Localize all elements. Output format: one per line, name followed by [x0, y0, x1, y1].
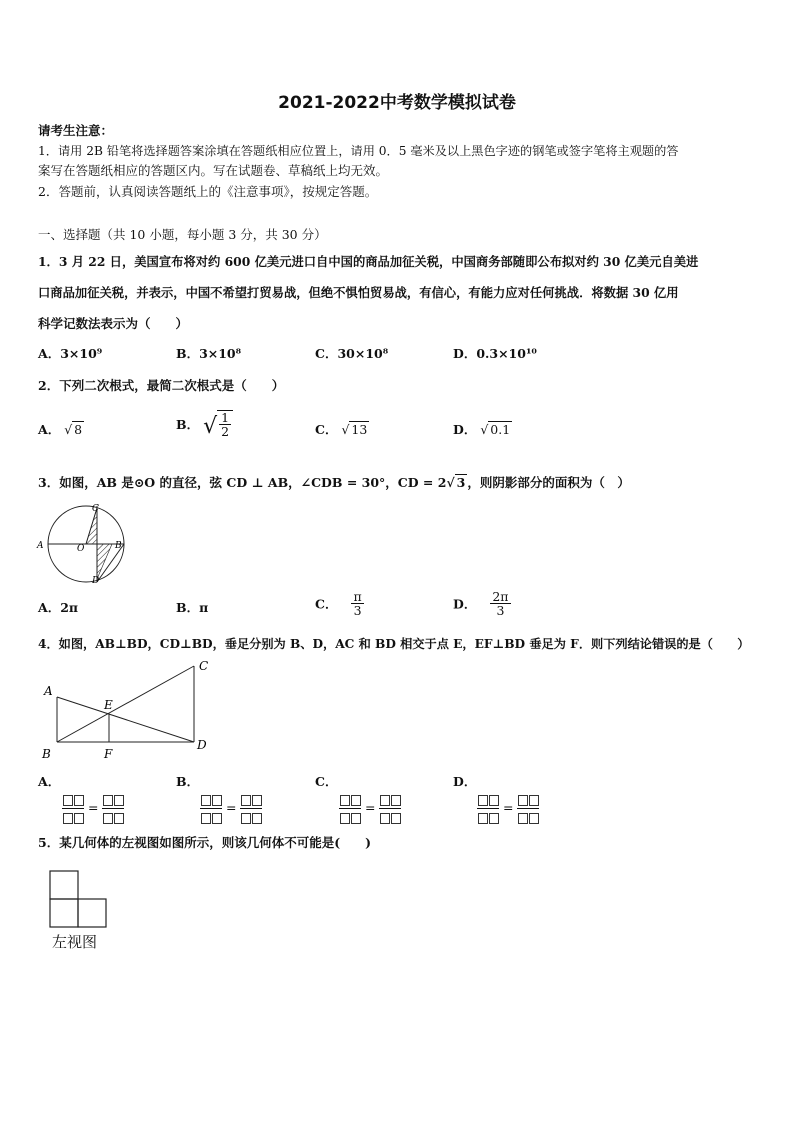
q4-label-b: B [42, 747, 51, 761]
q2-option-a [38, 420, 84, 438]
q5-figure-caption: 左视图 [52, 933, 98, 951]
q4-stem: 4．如图，AB⊥BD，CD⊥BD，垂足分别为 B、D，AC 和 BD 相交于点 E，EF⊥BD 垂足为 F．则下列结论错误的是（ ） [38, 637, 750, 651]
q3-stem-radicand: 3 [456, 475, 466, 490]
notice-heading: 请考生注意： [38, 123, 114, 138]
q1-option-b: B．3×10⁸ [176, 346, 242, 361]
q3-option-c [315, 590, 364, 617]
q4-option-c-label: C． [315, 774, 338, 789]
q4-option-a-label: A． [38, 774, 61, 789]
q3-option-d-numerator: 2π [492, 589, 509, 604]
q4-option-b-equation [200, 792, 262, 825]
q3-option-d [453, 590, 511, 617]
q2-option-c [315, 420, 369, 438]
q3-stem-part-2: ，则阴影部分的面积为（ ） [467, 475, 630, 490]
sqrt-symbol: √ 3 [446, 475, 466, 490]
q3-option-c-label: C． [315, 596, 338, 612]
q5-left-view-figure [46, 868, 112, 930]
q3-stem-part-1: 3．如图，AB 是⊙O 的直径，弦 CD ⊥ AB，∠CDB = 30°，CD = 2 [38, 475, 447, 490]
q4-label-a: A [44, 684, 53, 698]
q3-option-c-denominator: 3 [353, 603, 362, 619]
q2-option-a-label: A． [38, 422, 61, 437]
q4-option-d-equation [477, 792, 539, 825]
q4-label-d: D [197, 738, 207, 752]
q2-option-c-label: C． [315, 422, 338, 437]
q3-option-c-numerator: π [353, 589, 362, 604]
q3-label-a: A [37, 541, 44, 551]
q3-label-o: O [77, 544, 85, 554]
q4-option-b [176, 772, 262, 825]
q3-option-a: A．2π [38, 600, 79, 615]
q4-triangle-figure [38, 656, 218, 764]
q3-option-d-label: D． [453, 596, 477, 612]
q2-option-d-label: D． [453, 422, 477, 437]
equals-sign: = [502, 800, 514, 815]
sqrt-symbol: √ $\frac{1}{2}$ [203, 410, 233, 438]
section-heading: 一、选择题（共 10 小题，每小题 3 分，共 30 分） [38, 227, 327, 242]
q2-option-b [176, 410, 233, 438]
q4-label-e: E [104, 698, 113, 712]
q4-option-b-label: B． [176, 774, 200, 789]
q3-label-c: C [92, 504, 99, 514]
notice-line-2: 2．答题前，认真阅读答题纸上的《注意事项》，按规定答题。 [38, 184, 378, 199]
q2-option-d [453, 420, 512, 438]
q2-option-d-radicand: 0.1 [490, 422, 511, 437]
q4-option-c-equation [339, 792, 401, 825]
q1-option-c: C．30×10⁸ [315, 346, 389, 361]
q1-line-1: 1．3 月 22 日，美国宣布将对约 600 亿美元进口自中国的商品加征关税，中国商务部随即公布拟对约 30 亿美元自美进 [38, 254, 699, 269]
sqrt-symbol: √ 8 [64, 422, 83, 437]
q3-label-b: B [115, 541, 122, 551]
q1-option-d: D．0.3×10¹⁰ [453, 346, 537, 361]
q1-line-3: 科学记数法表示为（ ） [38, 316, 189, 331]
q2-option-b-numerator: 1 [221, 410, 230, 425]
equals-sign: = [87, 800, 99, 815]
q4-option-d-label: D． [453, 774, 477, 789]
q3-option-d-denominator: 3 [496, 603, 505, 619]
q4-option-c [315, 772, 401, 825]
q4-label-c: C [199, 659, 209, 673]
equals-sign: = [225, 800, 237, 815]
q4-label-f: F [104, 747, 113, 761]
page-title: 2021-2022中考数学模拟试卷 [278, 93, 516, 113]
q4-option-a-equation [62, 792, 124, 825]
q4-option-a [38, 772, 124, 825]
q4-option-d [453, 772, 539, 825]
q1-line-2: 口商品加征关税，并表示，中国不希望打贸易战，但绝不惧怕贸易战，有信心，有能力应对任何挑战．将数据 30 亿用 [38, 285, 679, 300]
q3-option-b: B．π [176, 600, 209, 615]
sqrt-symbol: √ 13 [341, 422, 368, 437]
sqrt-symbol: √ 0.1 [480, 422, 511, 437]
notice-line-1a: 1．请用 2B 铅笔将选择题答案涂填在答题纸相应位置上，请用 0．5 毫米及以上黑色字迹的钢笔或签字笔将主观题的答 [38, 144, 679, 158]
equals-sign: = [364, 800, 376, 815]
q3-stem [38, 473, 630, 491]
q2-option-a-radicand: 8 [74, 422, 83, 437]
q1-option-a: A．3×10⁹ [38, 346, 103, 361]
notice-line-1b: 案写在答题纸相应的答题区内。写在试题卷、草稿纸上均无效。 [38, 163, 389, 178]
q2-stem: 2．下列二次根式，最简二次根式是（ ） [38, 378, 285, 393]
q2-option-b-label: B． [176, 417, 200, 433]
q5-stem: 5．某几何体的左视图如图所示，则该几何体不可能是( ) [38, 835, 372, 850]
q3-circle-figure [34, 500, 134, 588]
q2-option-b-denominator: 2 [221, 424, 230, 440]
q2-option-c-radicand: 13 [351, 422, 368, 437]
q3-label-d: D [92, 576, 100, 586]
